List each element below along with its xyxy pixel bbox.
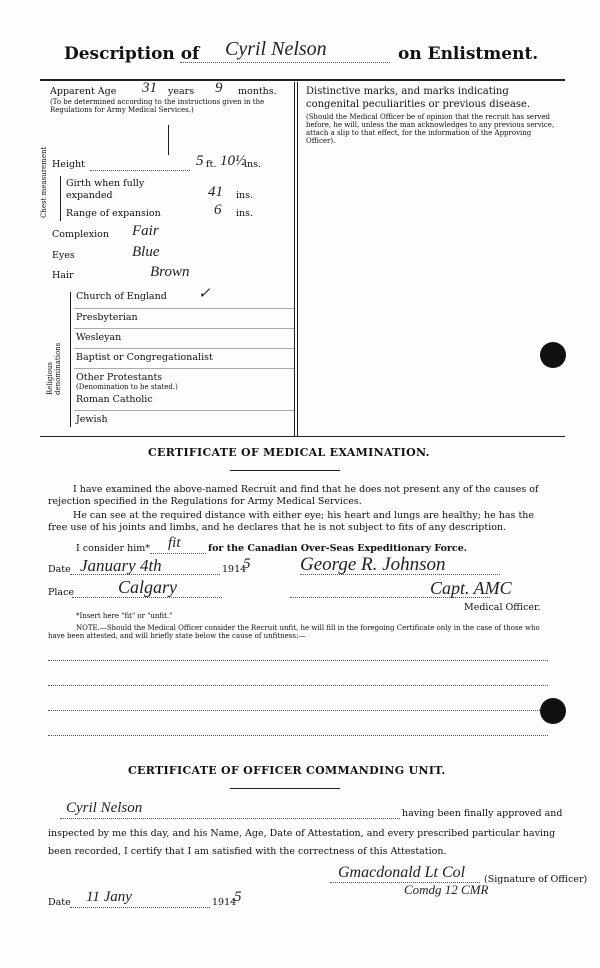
year-handwritten: 5 [243, 556, 251, 572]
consider-label: I consider him* [76, 543, 151, 554]
ins-label: ins. [236, 208, 254, 219]
ins-label: ins. [244, 159, 262, 170]
title-suffix: on Enlistment. [398, 44, 539, 64]
height-label: Height [52, 159, 85, 170]
medical-certificate-title: CERTIFICATE OF MEDICAL EXAMINATION. [148, 446, 430, 459]
officer-text-3: been recorded, I certify that I am satisfied with the correctness of this Attestation. [48, 846, 447, 857]
religion-item: Baptist or Congregationalist [76, 352, 213, 363]
religion-item: Jewish [76, 414, 108, 425]
medical-officer-label: Medical Officer. [464, 602, 541, 613]
ins-label: ins. [236, 190, 254, 201]
date-label: Date [48, 564, 71, 575]
height-ft: 5 [196, 153, 204, 169]
recruit-name: Cyril Nelson [225, 38, 327, 60]
title-prefix: Description of [64, 44, 200, 64]
medical-officer-signature: George R. Johnson [300, 554, 446, 575]
officer-text-1: having been finally approved and [402, 808, 563, 819]
medical-paragraph-1: I have examined the above-named Recruit and find that he does not present any of the causes of rejection specified in the Regulations for Army Medical Services. [48, 484, 539, 507]
officer-date: 11 Jany [86, 889, 132, 905]
ft-label: ft. [206, 159, 217, 170]
religion-label: Religious denominations [46, 342, 62, 395]
age-label: Apparent Age [50, 86, 117, 97]
exam-date: January 4th [80, 556, 162, 575]
religion-checkmark: ✓ [198, 286, 211, 302]
medical-paragraph-2: He can see at the required distance with either eye; his heart and lungs are healthy; he has the free use of his joints and limbs, and he declares that he is not subject to fits of any description. [48, 510, 535, 533]
eyes-value: Blue [132, 244, 160, 260]
height-in: 10½ [220, 153, 247, 169]
eyes-label: Eyes [52, 250, 75, 261]
exam-place: Calgary [118, 577, 178, 597]
officer-year-print: 1914 [212, 897, 237, 908]
punch-hole [540, 698, 566, 724]
signature-label: (Signature of Officer) [484, 874, 588, 885]
officer-unit: Comdg 12 CMR [404, 882, 489, 897]
officer-certificate-title: CERTIFICATE OF OFFICER COMMANDING UNIT. [128, 764, 446, 777]
hair-value: Brown [150, 264, 190, 280]
officer-text-2: inspected by me this day, and his Name, Age, Date of Attestation, and every prescribed particular having [48, 828, 556, 839]
age-note: (To be determined according to the instructions given in the Regulations for Army Medical Services.) [50, 98, 265, 114]
range-label: Range of expansion [66, 208, 161, 219]
range-value: 6 [214, 202, 222, 218]
years-label: years [168, 86, 195, 97]
girth-value: 41 [208, 184, 223, 200]
religion-item: Church of England [76, 291, 167, 302]
chest-label: Chest measurement [40, 146, 48, 218]
year-print: 1914 [222, 564, 247, 575]
distinctive-marks-heading: Distinctive marks, and marks indicating congenital peculiarities or previous disease. [306, 86, 531, 110]
officer-date-label: Date [48, 897, 71, 908]
fitness-value: fit [168, 535, 181, 551]
months-label: months. [238, 86, 277, 97]
commanding-officer-signature: Gmacdonald Lt Col [338, 864, 466, 881]
unfitness-note: NOTE.—Should the Medical Officer consider the Recruit unfit, he will fill in the foregoing Certificate only in the case of those who have been attested, and will briefly state below the cause of unfitness:— [48, 624, 540, 640]
complexion-label: Complexion [52, 229, 109, 240]
religion-item: Presbyterian [76, 312, 138, 323]
hair-label: Hair [52, 270, 74, 281]
complexion-value: Fair [132, 223, 159, 239]
religion-item: Other Protestants [76, 372, 163, 383]
age-months: 9 [215, 80, 223, 96]
officer-year-handwritten: 5 [234, 889, 242, 905]
age-years: 31 [142, 80, 157, 96]
punch-hole [540, 342, 566, 368]
force-label: for the Canadian Over-Seas Expeditionary Force. [208, 543, 468, 554]
girth-label: Girth when fully expanded [66, 178, 145, 201]
insert-note: *Insert here "fit" or "unfit." [76, 612, 173, 620]
religion-item: Wesleyan [76, 332, 122, 343]
recruit-name-officer: Cyril Nelson [66, 800, 143, 816]
religion-note: (Denomination to be stated.) [76, 383, 178, 391]
religion-item: Roman Catholic [76, 394, 153, 405]
place-label: Place [48, 587, 75, 598]
medical-officer-rank: Capt. AMC [430, 578, 512, 598]
distinctive-marks-note: (Should the Medical Officer be of opinion that the recruit has served before, he will, unless the man acknowledges to any previous service, attach a slip to that effect, for the information of the Approving Officer). [306, 113, 555, 145]
